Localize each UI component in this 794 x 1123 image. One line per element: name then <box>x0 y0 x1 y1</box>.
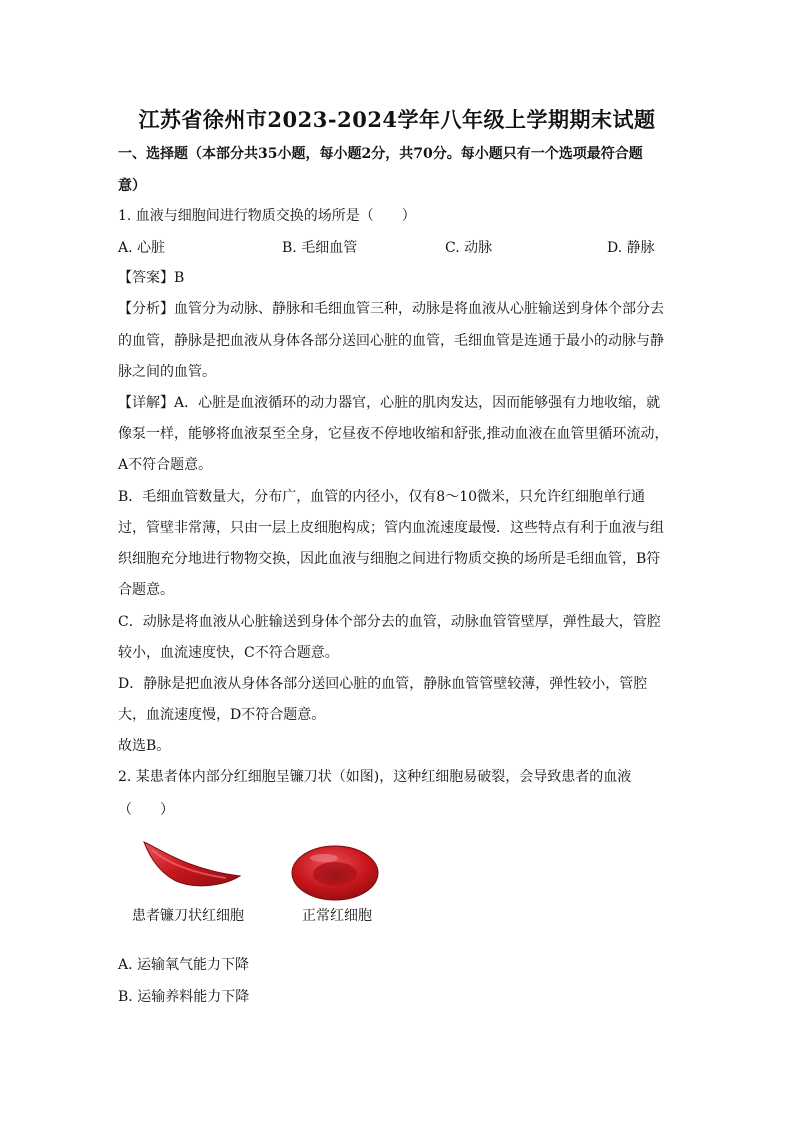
section-heading-line2: 意） <box>118 178 146 194</box>
q1-answer: 【答案】B <box>118 270 185 286</box>
q1-analysis-line: 【分析】血管分为动脉、静脉和毛细血管三种，动脉是将血液从心脏输送到身体个部分去 <box>118 301 664 317</box>
q1-option-a: A. 心脏 <box>118 240 166 256</box>
q1-option-b: B. 毛细血管 <box>282 240 358 256</box>
q1-conclusion: 故选B。 <box>118 738 171 754</box>
q1-option-d: D. 静脉 <box>607 240 655 256</box>
normal-red-cell-image <box>290 844 380 902</box>
q1-detail-line: 大，血流速度慢，D不符合题意。 <box>118 707 326 723</box>
q1-detail-line: A不符合题意。 <box>118 457 213 473</box>
q1-analysis-line: 脉之间的血管。 <box>118 364 216 380</box>
q1-stem: 1. 血液与细胞间进行物质交换的场所是（ ） <box>118 208 416 224</box>
q1-detail-line: B．毛细血管数量大，分布广，血管的内径小，仅有8～10微米，只允许红细胞单行通 <box>118 489 646 505</box>
q2-option-a: A. 运输氧气能力下降 <box>118 957 250 973</box>
q1-detail-line: D．静脉是把血液从身体各部分送回心脏的血管，静脉血管管壁较薄，弹性较小，管腔 <box>118 676 648 692</box>
q1-detail-line: 像泵一样，能够将血液泵至全身，它昼夜不停地收缩和舒张,推动血液在血管里循环流动， <box>118 426 669 442</box>
q1-detail-line: 较小，血流速度快，C不符合题意。 <box>118 645 339 661</box>
q2-option-b: B. 运输养料能力下降 <box>118 989 250 1005</box>
sickle-cell-image <box>138 838 244 894</box>
document-title: 江苏省徐州市2023-2024学年八年级上学期期末试题 <box>138 107 656 132</box>
normal-cell-caption: 正常红细胞 <box>302 908 372 924</box>
q1-detail-line: 合题意。 <box>118 582 174 598</box>
q2-stem: 2. 某患者体内部分红细胞呈镰刀状（如图)，这种红细胞易破裂，会导致患者的血液 <box>118 769 632 785</box>
q1-detail-line: 【详解】A．心脏是血液循环的动力器官，心脏的肌肉发达，因而能够强有力地收缩，就 <box>118 395 661 411</box>
q1-detail-line: 过，管壁非常薄，只由一层上皮细胞构成；管内血流速度最慢．这些特点有利于血液与组 <box>118 520 664 536</box>
q1-detail-line: C．动脉是将血液从心脏输送到身体个部分去的血管，动脉血管管壁厚，弹性最大，管腔 <box>118 614 661 630</box>
sickle-cell-caption: 患者镰刀状红细胞 <box>132 908 244 924</box>
section-heading-line1: 一、选择题（本部分共35小题，每小题2分，共70分。每小题只有一个选项最符合题 <box>118 146 643 162</box>
q1-detail-line: 织细胞充分地进行物物交换，因此血液与细胞之间进行物质交换的场所是毛细血管，B符 <box>118 551 661 567</box>
q1-option-c: C. 动脉 <box>445 240 493 256</box>
q1-analysis-line: 的血管，静脉是把血液从身体各部分送回心脏的血管，毛细血管是连通于最小的动脉与静 <box>118 333 664 349</box>
q2-blank: （ ） <box>118 802 174 818</box>
